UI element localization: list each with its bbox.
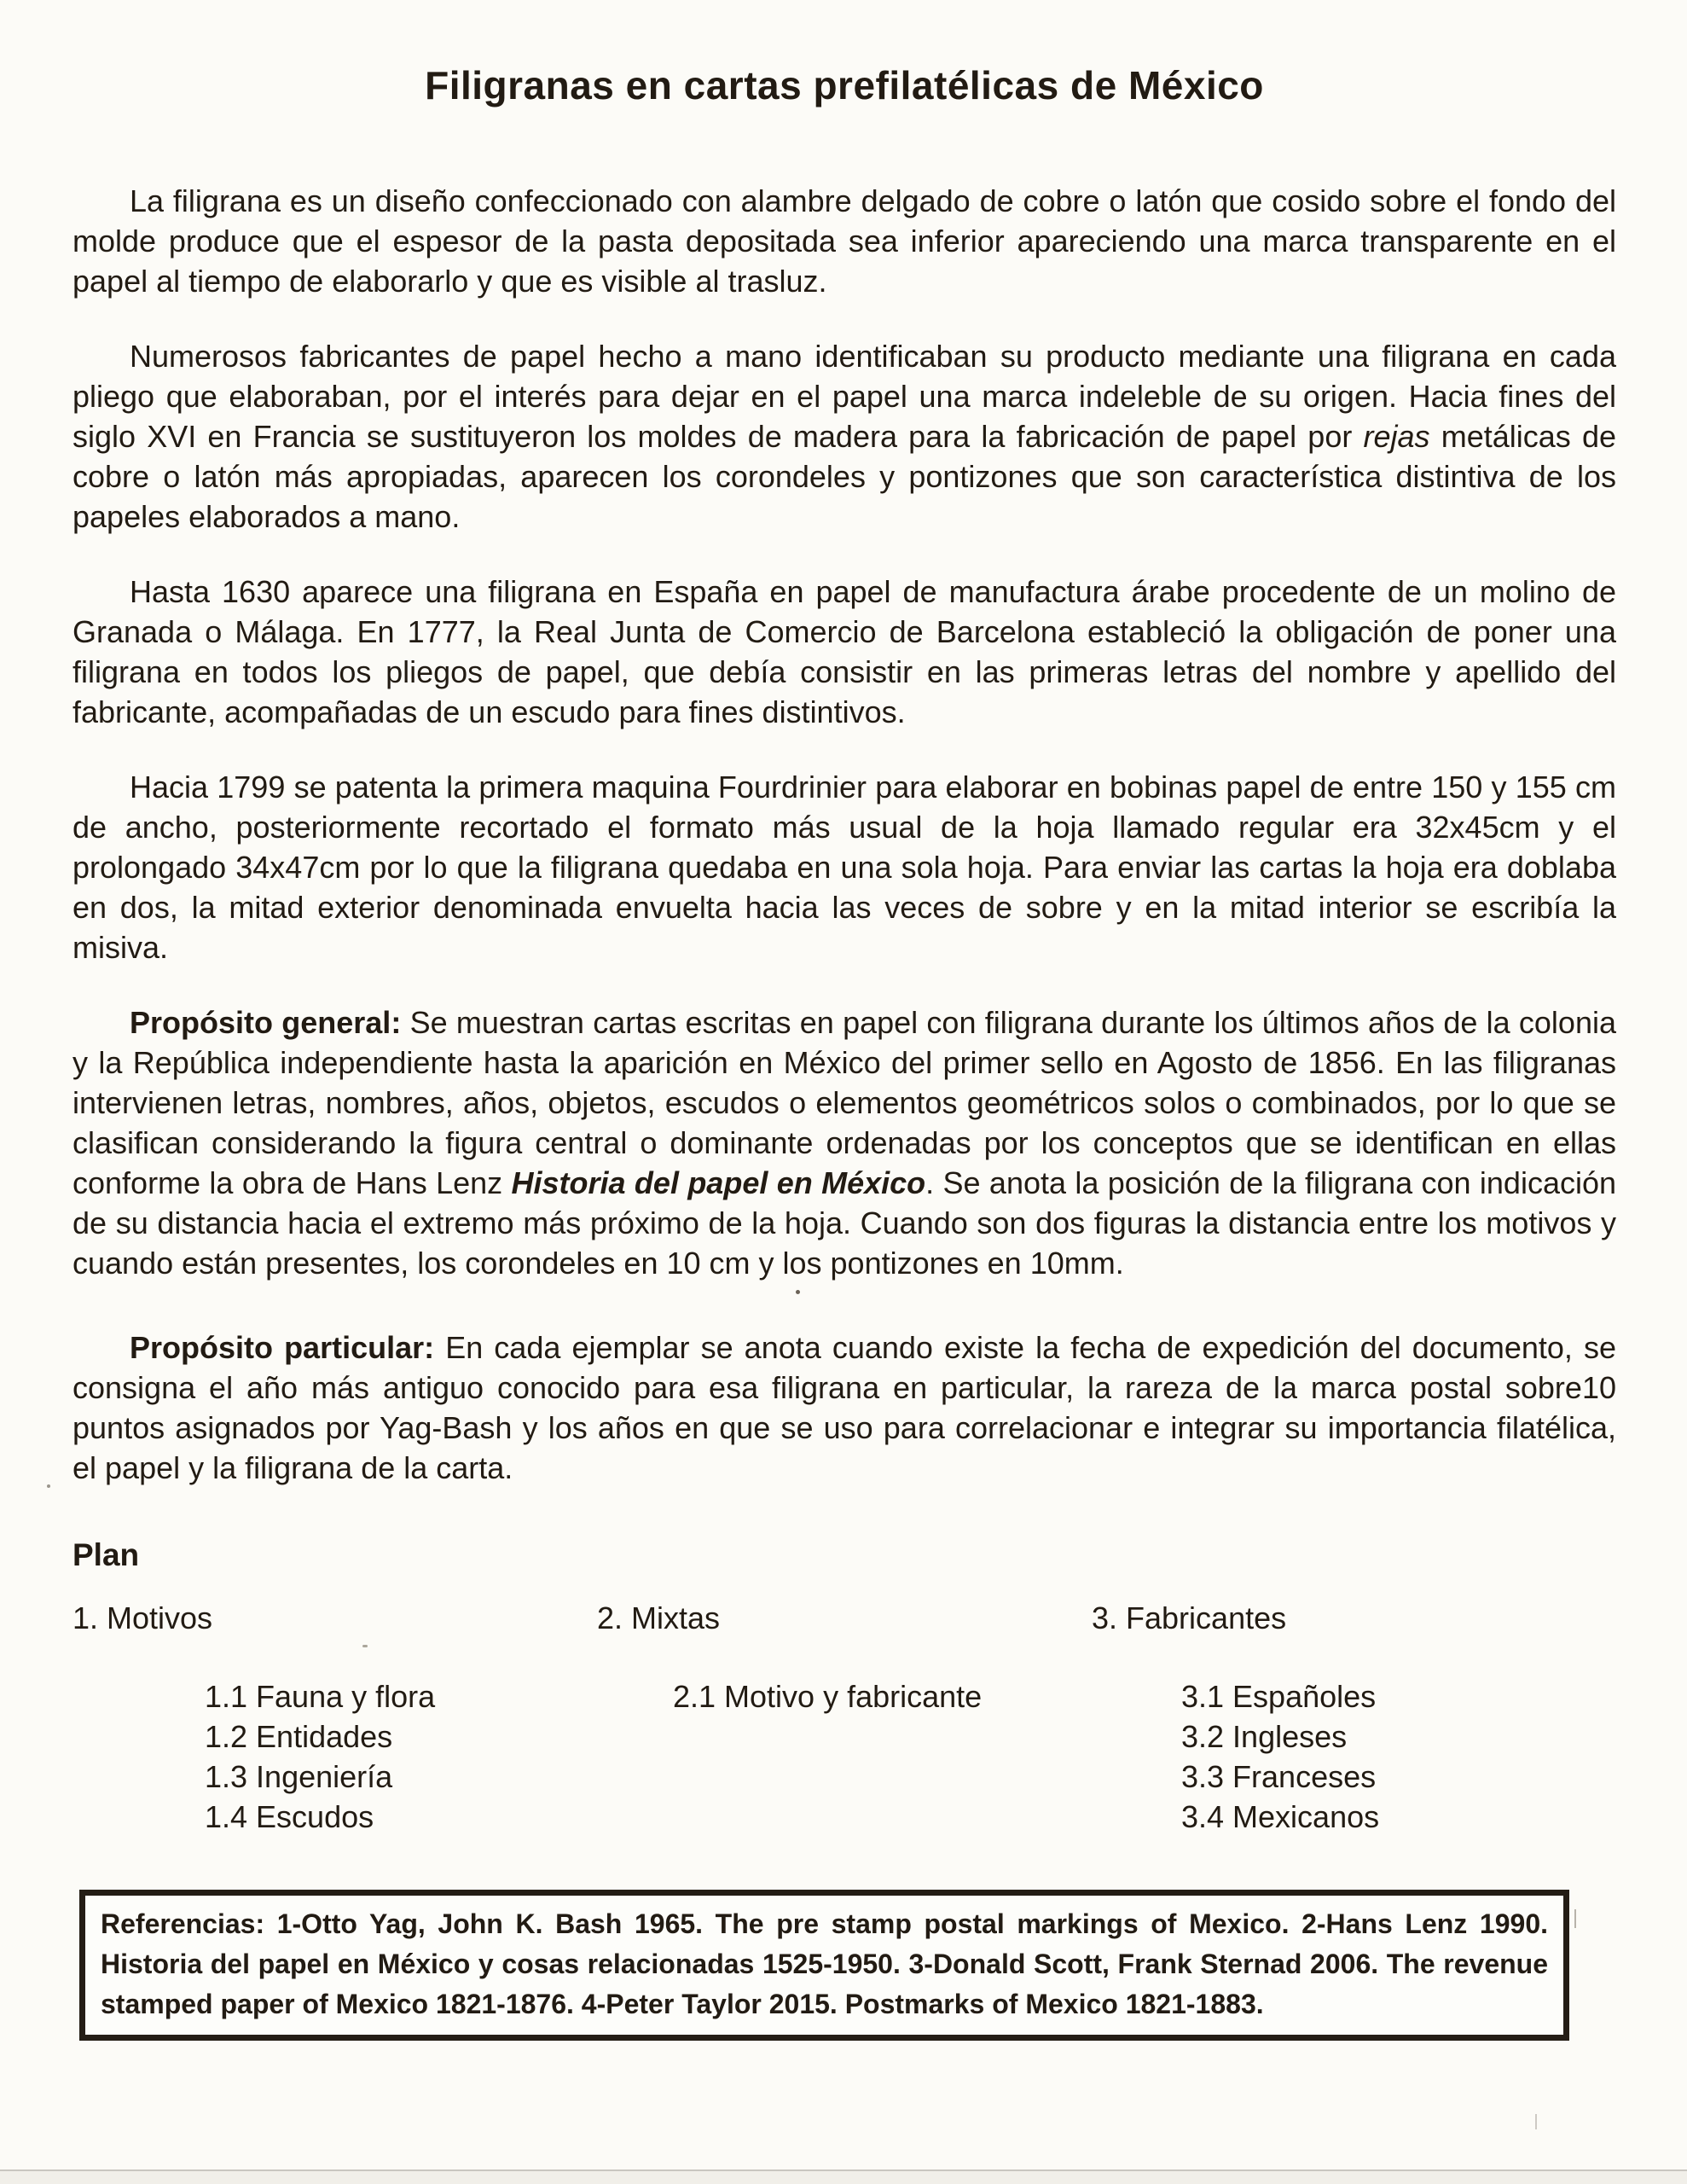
- list-item: 1.2 Entidades: [205, 1719, 393, 1754]
- scan-tick: [1535, 2114, 1537, 2129]
- references-text: Referencias: 1-Otto Yag, John K. Bash 1965. The pre stamp postal markings of Mexico. 2-Hans Lenz 1990. Historia del papel en México y cosas relacionadas 1525-1950. 3-Donald Scott, Frank Sternad 2006. The revenue stamped paper of Mexico 1821-1876. 4-Peter Taylor 2015. Postmarks of Mexico 1821-1883.: [101, 1908, 1548, 2019]
- list-item: 3.2 Ingleses: [1181, 1719, 1348, 1754]
- scan-tick: [1574, 1909, 1576, 1928]
- list-item: 3.1 Españoles: [1181, 1679, 1377, 1714]
- list-item: 1.3 Ingeniería: [205, 1759, 393, 1794]
- plan-column-title-motivos: 1. Motivos: [72, 1600, 213, 1635]
- plan-column-motivos: [72, 1598, 597, 1837]
- plan-column-mixtas: [597, 1598, 1092, 1837]
- paragraph-proposito-particular: Propósito particular: En cada ejemplar se anota cuando existe la fecha de expedición del documento, se consigna el año más antiguo conocido para esa filigrana en particular, la rareza de la marca postal sobre10 puntos asignados por Yag-Bash y los años en que se uso para correlacionar e integrar su importancia filatélica, el papel y la filigrana de la carta.: [72, 1330, 1616, 1485]
- plan-column-fabricantes: [1092, 1598, 1616, 1837]
- plan-heading: Plan: [72, 1537, 140, 1572]
- references-box: [79, 1890, 1569, 2041]
- list-item: 3.3 Franceses: [1181, 1759, 1377, 1794]
- scan-speck: [47, 1484, 50, 1488]
- paragraph-espana-1630: Hasta 1630 aparece una filigrana en España en papel de manufactura árabe procedente de un molino de Granada o Málaga. En 1777, la Real Junta de Comercio de Barcelona estableció la obligación de poner una filigrana en todos los pliegos de papel, que debía consistir en las primeras letras del nombre y apellido del fabricante, acompañadas de un escudo para fines distintivos.: [72, 574, 1616, 729]
- paragraph-fabricantes: Numerosos fabricantes de papel hecho a mano identificaban su producto mediante una filigrana en cada pliego que elaboraban, por el interés para dejar en el papel una marca indeleble de su origen. Hacia fines del siglo XVI en Francia se sustituyeron los moldes de madera para la fabricación de papel por rejas metálicas de cobre o latón más apropiadas, aparecen los corondeles y pontizones que son característica distintiva de los papeles elaborados a mano.: [72, 339, 1616, 534]
- paragraph-proposito-general: Propósito general: Se muestran cartas escritas en papel con filigrana durante los últimos años de la colonia y la República independiente hasta la aparición en México del primer sello en Agosto de 1856. En las filigranas intervienen letras, nombres, años, objetos, escudos o elementos geométricos solos o combinados, por lo que se clasifican considerando la figura central o dominante ordenadas por los conceptos que se identifican en ellas conforme la obra de Hans Lenz Historia del papel en México. Se anota la posición de la filigrana con indicación de su distancia hacia el extremo más próximo de la hoja. Cuando son dos figuras la distancia entre los motivos y cuando están presentes, los corondeles en 10 cm y los pontizones en 10mm.: [72, 1005, 1617, 1281]
- plan-items-mixtas: [597, 1676, 1092, 1716]
- list-item: 1.4 Escudos: [205, 1799, 374, 1834]
- page-title: Filigranas en cartas prefilatélicas de México: [425, 63, 1264, 107]
- plan-items-fabricantes: [1092, 1676, 1616, 1837]
- document-content: [72, 0, 1616, 2041]
- plan-column-title-fabricantes: 3. Fabricantes: [1092, 1600, 1287, 1635]
- scan-speck: [362, 1645, 368, 1647]
- paragraph-filigrana-definition: La filigrana es un diseño confeccionado con alambre delgado de cobre o latón que cosido sobre el fondo del molde produce que el espesor de la pasta depositada sea inferior apareciendo una marca transparente en el papel al tiempo de elaborarlo y que es visible al trasluz.: [72, 183, 1616, 299]
- plan-items-motivos: [72, 1676, 597, 1837]
- list-item: 2.1 Motivo y fabricante: [673, 1679, 983, 1714]
- plan-columns: [72, 1598, 1616, 1837]
- list-item: 1.1 Fauna y flora: [205, 1679, 436, 1714]
- scan-speck: [796, 1290, 800, 1294]
- plan-column-title-mixtas: 2. Mixtas: [597, 1600, 721, 1635]
- scan-edge-strip: [0, 2171, 1687, 2184]
- list-item: 3.4 Mexicanos: [1181, 1799, 1380, 1834]
- paragraph-fourdrinier-1799: Hacia 1799 se patenta la primera maquina Fourdrinier para elaborar en bobinas papel de entre 150 y 155 cm de ancho, posteriormente recortado el formato más usual de la hoja llamado regular era 32x45cm y el prolongado 34x47cm por lo que la filigrana quedaba en una sola hoja. Para enviar las cartas la hoja era doblaba en dos, la mitad exterior denominada envuelta hacia las veces de sobre y en la mitad interior se escribía la misiva.: [72, 770, 1616, 965]
